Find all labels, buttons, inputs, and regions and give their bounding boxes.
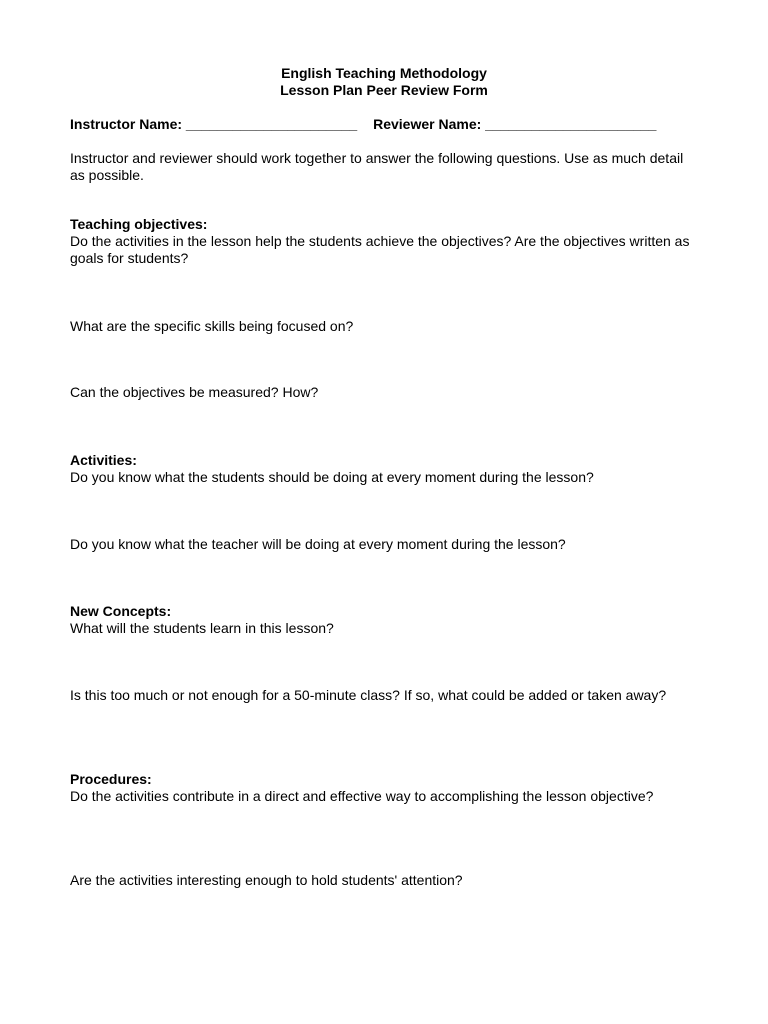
- section-new-concepts: [70, 603, 698, 637]
- instructions-paragraph: Instructor and reviewer should work together to answer the following questions. Use as much detail as possible.: [70, 150, 684, 183]
- section-teaching-objectives: [70, 216, 698, 267]
- question-text: What will the students learn in this lesson?: [70, 620, 334, 636]
- section-heading: New Concepts:: [70, 603, 172, 619]
- question-text: Do you know what the teacher will be doing at every moment during the lesson?: [70, 536, 566, 552]
- name-row: [70, 116, 710, 133]
- section-heading: Teaching objectives:: [70, 216, 208, 232]
- section-procedures: [70, 771, 698, 805]
- section-activities: [70, 452, 698, 486]
- question-text: Do you know what the students should be doing at every moment during the lesson?: [70, 469, 594, 485]
- instructor-name-field: Instructor Name: ______________________: [70, 116, 358, 132]
- reviewer-name-field: Reviewer Name: ______________________: [373, 116, 657, 132]
- title-line-1: English Teaching Methodology: [281, 65, 487, 81]
- question-text: Can the objectives be measured? How?: [70, 384, 319, 400]
- question-text: What are the specific skills being focused on?: [70, 318, 354, 334]
- question-text: Are the activities interesting enough to hold students' attention?: [70, 872, 463, 888]
- document-title: [0, 65, 768, 99]
- section-heading: Activities:: [70, 452, 137, 468]
- section-heading: Procedures:: [70, 771, 152, 787]
- title-line-2: Lesson Plan Peer Review Form: [280, 82, 488, 98]
- question-text: Do the activities in the lesson help the students achieve the objectives? Are the objectives written as goals for students?: [70, 233, 690, 266]
- question-text: Is this too much or not enough for a 50-minute class? If so, what could be added or taken away?: [70, 687, 667, 703]
- question-text: Do the activities contribute in a direct and effective way to accomplishing the lesson objective?: [70, 788, 654, 804]
